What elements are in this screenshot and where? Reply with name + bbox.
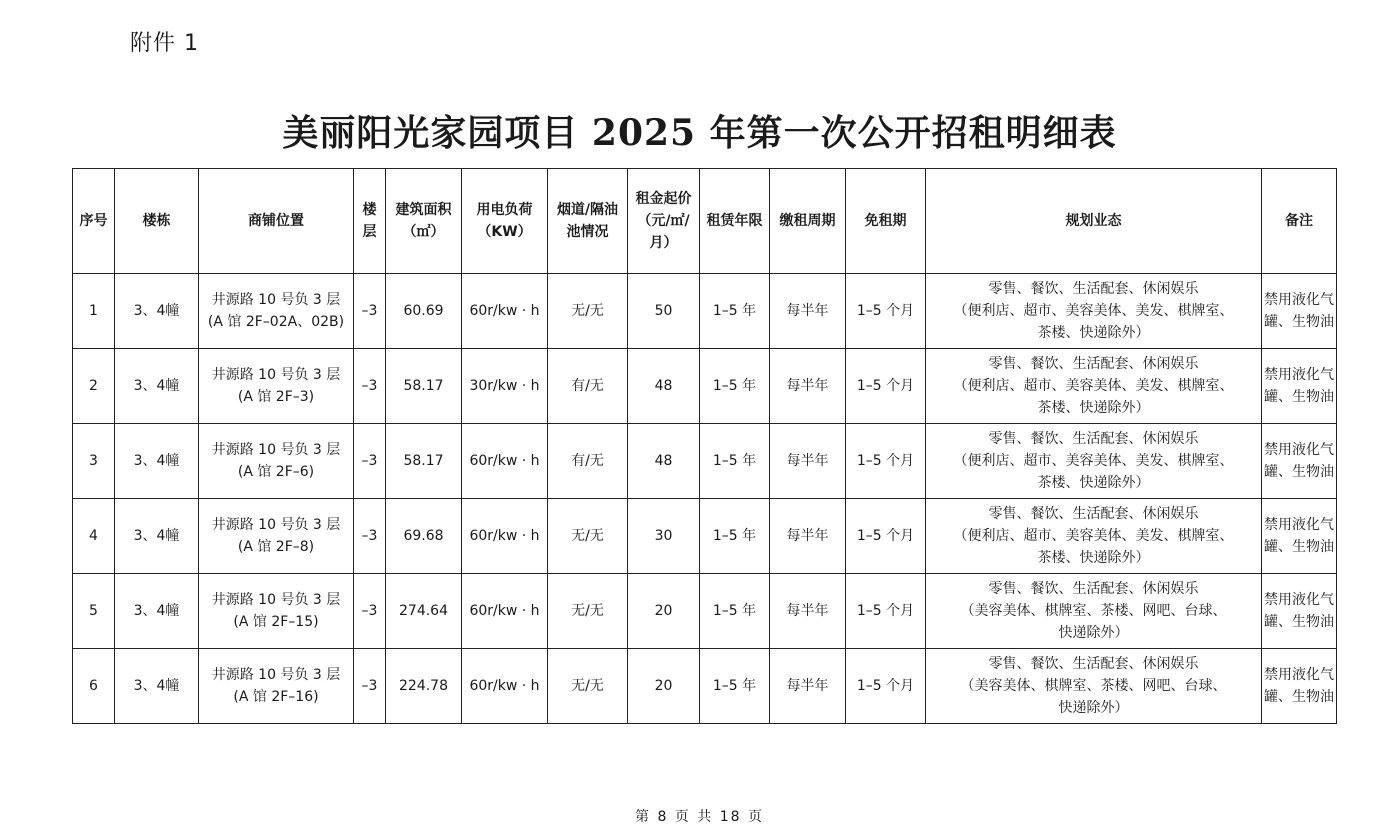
header-power: 用电负荷（KW）: [462, 169, 548, 274]
cell-rent: 30: [628, 499, 700, 574]
header-usage: 规划业态: [926, 169, 1262, 274]
cell-cycle: 每半年: [770, 499, 846, 574]
location-line: (A 馆 2F–02A、02B): [207, 314, 345, 330]
page-title: 美丽阳光家园项目 2025 年第一次公开招租明细表: [282, 112, 1117, 154]
location-line: 井源路 10 号负 3 层: [211, 292, 341, 308]
cell-location: [199, 349, 354, 424]
cell-area: 58.17: [386, 349, 462, 424]
table-row: [73, 349, 1337, 424]
location-line: (A 馆 2F–3): [237, 389, 315, 405]
usage-line: 零售、餐饮、生活配套、休闲娱乐: [988, 581, 1199, 597]
cell-usage: [926, 349, 1262, 424]
cell-free: 1–5 个月: [846, 274, 926, 349]
usage-line: 茶楼、快递除外）: [1037, 550, 1150, 566]
header-area: 建筑面积（㎡）: [386, 169, 462, 274]
cell-flue: 有/无: [548, 424, 628, 499]
cell-location: [199, 499, 354, 574]
cell-free: 1–5 个月: [846, 349, 926, 424]
cell-no: 4: [73, 499, 115, 574]
cell-remark: 禁用液化气罐、生物油: [1262, 424, 1337, 499]
header-flue: 烟道/隔油池情况: [548, 169, 628, 274]
cell-building: 3、4幢: [115, 649, 199, 724]
page-number: 第 8 页 共 18 页: [635, 809, 764, 825]
usage-line: 零售、餐饮、生活配套、休闲娱乐: [988, 506, 1199, 522]
cell-location: [199, 424, 354, 499]
cell-remark: 禁用液化气罐、生物油: [1262, 349, 1337, 424]
cell-no: 2: [73, 349, 115, 424]
cell-usage: [926, 274, 1262, 349]
cell-floor: –3: [354, 499, 386, 574]
location-line: (A 馆 2F–6): [237, 464, 315, 480]
header-free: 免租期: [846, 169, 926, 274]
cell-usage: [926, 424, 1262, 499]
table-row: [73, 649, 1337, 724]
cell-free: 1–5 个月: [846, 574, 926, 649]
cell-floor: –3: [354, 649, 386, 724]
cell-building: 3、4幢: [115, 499, 199, 574]
header-no: 序号: [73, 169, 115, 274]
usage-line: 零售、餐饮、生活配套、休闲娱乐: [988, 281, 1199, 297]
rental-table: [72, 168, 1337, 724]
cell-area: 274.64: [386, 574, 462, 649]
cell-cycle: 每半年: [770, 574, 846, 649]
cell-building: 3、4幢: [115, 574, 199, 649]
header-building: 楼栋: [115, 169, 199, 274]
usage-line: 茶楼、快递除外）: [1037, 400, 1150, 416]
table-header-row: [73, 169, 1337, 274]
cell-rent: 20: [628, 574, 700, 649]
cell-term: 1–5 年: [700, 349, 770, 424]
cell-flue: 无/无: [548, 649, 628, 724]
header-location: 商铺位置: [199, 169, 354, 274]
usage-line: （便利店、超市、美容美体、美发、棋牌室、: [953, 303, 1234, 319]
cell-area: 69.68: [386, 499, 462, 574]
usage-line: 零售、餐饮、生活配套、休闲娱乐: [988, 431, 1199, 447]
cell-floor: –3: [354, 274, 386, 349]
cell-area: 58.17: [386, 424, 462, 499]
header-cycle: 缴租周期: [770, 169, 846, 274]
cell-cycle: 每半年: [770, 349, 846, 424]
header-rent: 租金起价（元/㎡/月）: [628, 169, 700, 274]
cell-building: 3、4幢: [115, 349, 199, 424]
cell-free: 1–5 个月: [846, 424, 926, 499]
cell-flue: 有/无: [548, 349, 628, 424]
cell-power: 60r/kw · h: [462, 274, 548, 349]
cell-term: 1–5 年: [700, 424, 770, 499]
location-line: 井源路 10 号负 3 层: [211, 367, 341, 383]
cell-floor: –3: [354, 349, 386, 424]
cell-term: 1–5 年: [700, 499, 770, 574]
location-line: 井源路 10 号负 3 层: [211, 517, 341, 533]
cell-no: 5: [73, 574, 115, 649]
header-remark: 备注: [1262, 169, 1337, 274]
cell-rent: 20: [628, 649, 700, 724]
attachment-label: 附件 1: [130, 31, 199, 56]
cell-rent: 50: [628, 274, 700, 349]
header-term: 租赁年限: [700, 169, 770, 274]
cell-power: 60r/kw · h: [462, 499, 548, 574]
table-row: [73, 499, 1337, 574]
location-line: 井源路 10 号负 3 层: [211, 592, 341, 608]
usage-line: 茶楼、快递除外）: [1037, 475, 1150, 491]
cell-power: 60r/kw · h: [462, 649, 548, 724]
cell-term: 1–5 年: [700, 574, 770, 649]
cell-cycle: 每半年: [770, 424, 846, 499]
usage-line: （便利店、超市、美容美体、美发、棋牌室、: [953, 528, 1234, 544]
usage-line: 快递除外）: [1058, 700, 1129, 716]
usage-line: （便利店、超市、美容美体、美发、棋牌室、: [953, 453, 1234, 469]
cell-free: 1–5 个月: [846, 649, 926, 724]
cell-building: 3、4幢: [115, 424, 199, 499]
cell-cycle: 每半年: [770, 649, 846, 724]
location-line: 井源路 10 号负 3 层: [211, 667, 341, 683]
usage-line: （便利店、超市、美容美体、美发、棋牌室、: [953, 378, 1234, 394]
cell-location: [199, 649, 354, 724]
cell-remark: 禁用液化气罐、生物油: [1262, 274, 1337, 349]
cell-power: 60r/kw · h: [462, 574, 548, 649]
cell-rent: 48: [628, 424, 700, 499]
cell-no: 1: [73, 274, 115, 349]
cell-remark: 禁用液化气罐、生物油: [1262, 499, 1337, 574]
usage-line: （美容美体、棋牌室、茶楼、网吧、台球、: [960, 603, 1227, 619]
cell-area: 224.78: [386, 649, 462, 724]
cell-area: 60.69: [386, 274, 462, 349]
cell-usage: [926, 499, 1262, 574]
cell-no: 6: [73, 649, 115, 724]
location-line: (A 馆 2F–16): [233, 689, 319, 705]
cell-rent: 48: [628, 349, 700, 424]
cell-cycle: 每半年: [770, 274, 846, 349]
location-line: 井源路 10 号负 3 层: [211, 442, 341, 458]
cell-free: 1–5 个月: [846, 499, 926, 574]
table-row: [73, 274, 1337, 349]
cell-building: 3、4幢: [115, 274, 199, 349]
location-line: (A 馆 2F–8): [237, 539, 315, 555]
cell-usage: [926, 574, 1262, 649]
cell-usage: [926, 649, 1262, 724]
cell-remark: 禁用液化气罐、生物油: [1262, 574, 1337, 649]
cell-flue: 无/无: [548, 499, 628, 574]
cell-power: 30r/kw · h: [462, 349, 548, 424]
table-row: [73, 574, 1337, 649]
cell-floor: –3: [354, 424, 386, 499]
usage-line: 零售、餐饮、生活配套、休闲娱乐: [988, 356, 1199, 372]
cell-no: 3: [73, 424, 115, 499]
cell-location: [199, 574, 354, 649]
cell-term: 1–5 年: [700, 274, 770, 349]
usage-line: 快递除外）: [1058, 625, 1129, 641]
cell-power: 60r/kw · h: [462, 424, 548, 499]
usage-line: （美容美体、棋牌室、茶楼、网吧、台球、: [960, 678, 1227, 694]
table-row: [73, 424, 1337, 499]
header-floor: 楼层: [354, 169, 386, 274]
location-line: (A 馆 2F–15): [233, 614, 319, 630]
cell-flue: 无/无: [548, 274, 628, 349]
usage-line: 茶楼、快递除外）: [1037, 325, 1150, 341]
cell-location: [199, 274, 354, 349]
cell-floor: –3: [354, 574, 386, 649]
usage-line: 零售、餐饮、生活配套、休闲娱乐: [988, 656, 1199, 672]
cell-flue: 无/无: [548, 574, 628, 649]
cell-term: 1–5 年: [700, 649, 770, 724]
cell-remark: 禁用液化气罐、生物油: [1262, 649, 1337, 724]
